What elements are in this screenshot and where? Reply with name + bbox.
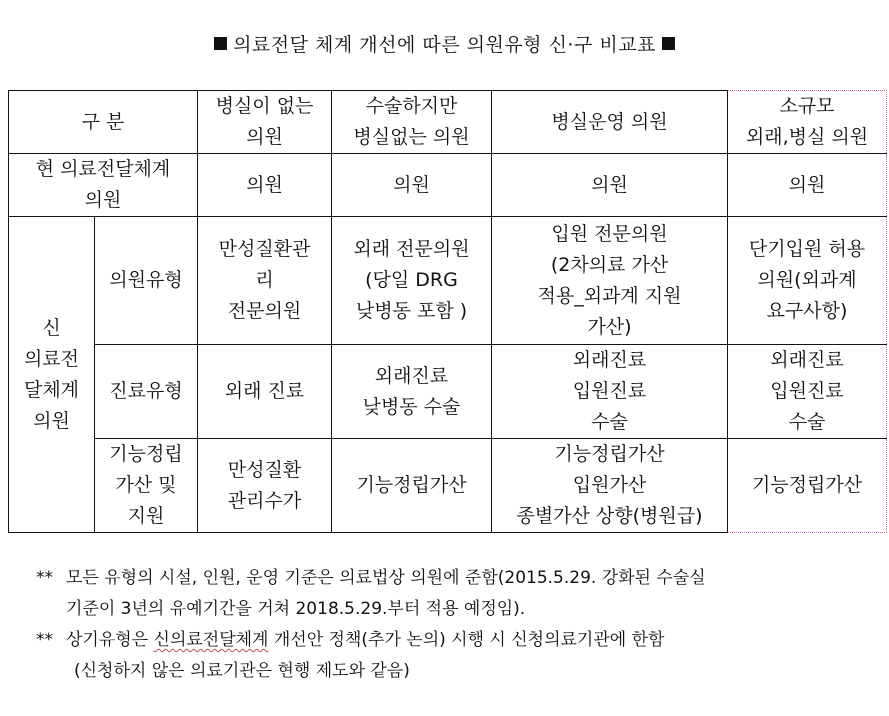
support-col4: 기능정립가산 (728, 439, 887, 533)
footnote-1 (36, 563, 886, 625)
table-row (9, 439, 887, 533)
footnote-2-line-2: (신청하지 않은 의료기관은 현행 제도와 같음) (74, 661, 410, 681)
title-text: 의료전달 체계 개선에 따른 의원유형 신·구 비교표 (233, 34, 656, 56)
header-col1: 병실이 없는 의원 (198, 91, 332, 154)
header-col4: 소규모 외래,병실 의원 (728, 91, 887, 154)
current-col3: 의원 (492, 154, 728, 217)
footnote-1-line-1: 모든 유형의 시설, 인원, 운영 기준은 의료법상 의원에 준함(2015.5.29. 강화된 수술실 (66, 568, 706, 588)
title-marker-left (214, 37, 227, 50)
footnote-marker: ** (36, 568, 53, 588)
new-system-label: 신 의료전 달체계 의원 (9, 217, 95, 533)
support-col2: 기능정립가산 (332, 439, 492, 533)
table-row (9, 217, 887, 345)
type-col4: 단기입원 허용 의원(외과계 요구사항) (728, 217, 887, 345)
footnote-marker: ** (36, 630, 53, 650)
care-col1: 외래 진료 (198, 345, 332, 439)
care-col4: 외래진료 입원진료 수술 (728, 345, 887, 439)
support-col1: 만성질환 관리수가 (198, 439, 332, 533)
support-col3: 기능정립가산 입원가산 종별가산 상향(병원급) (492, 439, 728, 533)
type-col3: 입원 전문의원 (2차의료 가산 적용_외과계 지원 가산) (492, 217, 728, 345)
title-marker-right (662, 37, 675, 50)
header-division: 구 분 (9, 91, 198, 154)
footnote-2 (36, 625, 886, 687)
care-col2: 외래진료 낮병동 수술 (332, 345, 492, 439)
type-col2: 외래 전문의원 (당일 DRG 낮병동 포함 ) (332, 217, 492, 345)
current-col4: 의원 (728, 154, 887, 217)
current-col2: 의원 (332, 154, 492, 217)
row-label-type: 의원유형 (95, 217, 198, 345)
document-title (0, 30, 889, 57)
spellcheck-underlined-term: 신의료전달체계 (153, 630, 269, 650)
footnote-2-line-1 (66, 625, 886, 656)
row-label-support: 기능정립 가산 및 지원 (95, 439, 198, 533)
type-col1: 만성질환관 리 전문의원 (198, 217, 332, 345)
header-col2: 수술하지만 병실없는 의원 (332, 91, 492, 154)
current-label: 현 의료전달체계 의원 (9, 154, 198, 217)
care-col3: 외래진료 입원진료 수술 (492, 345, 728, 439)
header-row (9, 91, 887, 154)
table-row (9, 345, 887, 439)
comparison-table (8, 90, 887, 533)
header-col3: 병실운영 의원 (492, 91, 728, 154)
footnote-1-line-2: 기준이 3년의 유예기간을 거쳐 2018.5.29.부터 적용 예정임). (66, 599, 526, 619)
current-col1: 의원 (198, 154, 332, 217)
footnote-2-text-b: 개선안 정책(추가 논의) 시행 시 신청의료기관에 한함 (268, 630, 665, 650)
footnotes (36, 563, 886, 687)
row-label-care: 진료유형 (95, 345, 198, 439)
current-row (9, 154, 887, 217)
footnote-2-text-a: 상기유형은 (66, 630, 154, 650)
